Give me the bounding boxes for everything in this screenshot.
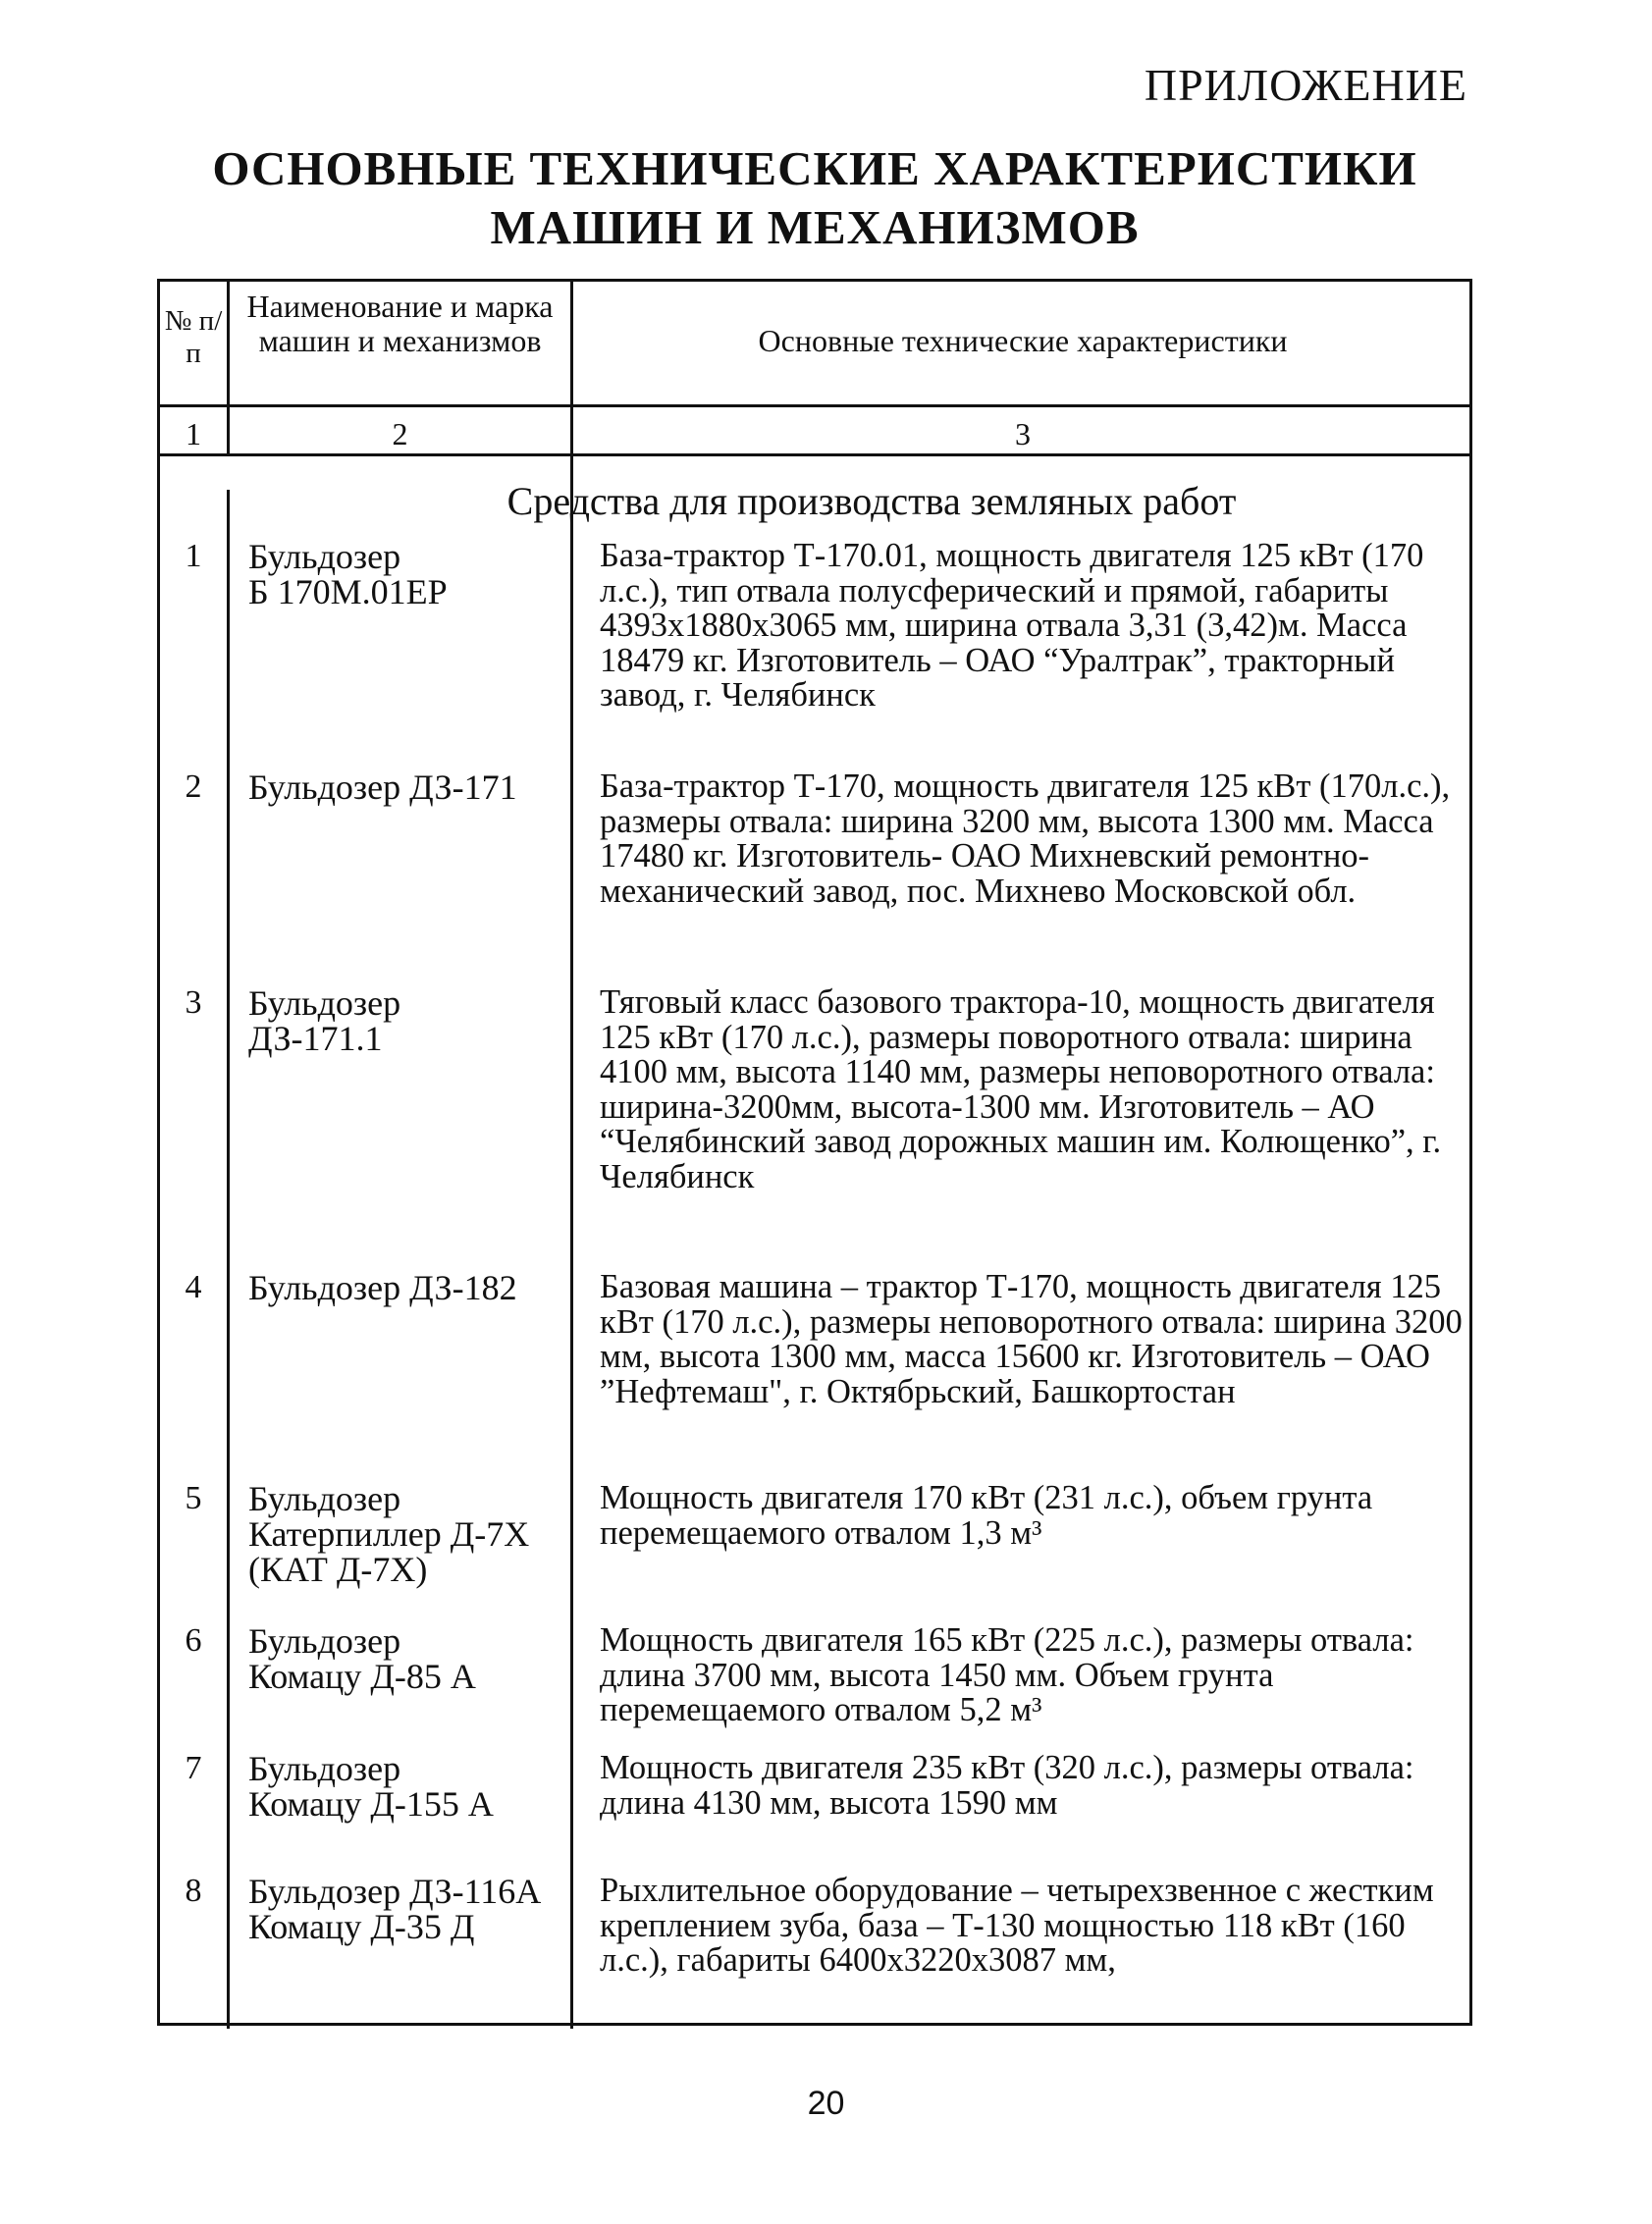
- appendix-label: ПРИЛОЖЕНИЕ: [1144, 60, 1467, 110]
- col-number-3: 3: [1015, 416, 1031, 451]
- row-number: 4: [185, 1269, 202, 1305]
- row-number: 7: [185, 1750, 202, 1786]
- table-body: [160, 539, 1469, 1991]
- row-name: Бульдозер ДЗ-171.1: [248, 983, 401, 1058]
- title-line-2: МАШИН И МЕХАНИЗМОВ: [490, 200, 1140, 254]
- table-row: [160, 1623, 1469, 1751]
- row-name: Бульдозер Комацу Д-155 А: [248, 1749, 494, 1824]
- col-number-2: 2: [392, 416, 408, 451]
- row-number: 6: [185, 1622, 202, 1659]
- row-description: Тяговый класс базового трактора-10, мощность двигателя 125 кВт (170 л.с.), размеры поворотного отвала: ширина 4100 мм, высота 1140 мм, размеры неповоротного отвала: ширина-3200мм, высота-1300 мм. Изготовитель – АО “Челябинский завод дорожных машин им. Колющенко”, г. Челябинск: [600, 983, 1442, 1195]
- row-number: 1: [185, 538, 202, 574]
- header-desc: Основные технические характеристики: [758, 323, 1288, 358]
- table-row: [160, 985, 1469, 1270]
- table-row: [160, 1481, 1469, 1623]
- row-number: 5: [185, 1480, 202, 1516]
- title-line-1: ОСНОВНЫЕ ТЕХНИЧЕСКИЕ ХАРАКТЕРИСТИКИ: [212, 141, 1417, 195]
- row-description: Рыхлительное оборудование – четырехзвенное с жестким креплением зуба, база – Т-130 мощностью 118 кВт (160 л.с.), габариты 6400х3220х3087 мм,: [600, 1872, 1434, 1979]
- row-description: Базовая машина – трактор Т-170, мощность двигателя 125 кВт (170 л.с.), размеры неповоротного отвала: ширина 3200 мм, высота 1300 мм, масса 15600 кг. Изготовитель – ОАО ”Нефтемаш", г. Октябрьский, Башкортостан: [600, 1268, 1463, 1410]
- table-row: [160, 769, 1469, 985]
- row-description: Мощность двигателя 235 кВт (320 л.с.), размеры отвала: длина 4130 мм, высота 1590 мм: [600, 1749, 1414, 1822]
- row-number: 8: [185, 1873, 202, 1909]
- row-name: Бульдозер ДЗ-171: [248, 768, 517, 807]
- page-number: 20: [807, 2085, 845, 2122]
- row-name: Бульдозер ДЗ-182: [248, 1268, 517, 1307]
- row-name: Бульдозер Комацу Д-85 А: [248, 1621, 476, 1696]
- row-description: Мощность двигателя 165 кВт (225 л.с.), размеры отвала: длина 3700 мм, высота 1450 мм. Объем грунта перемещаемого отвалом 5,2 м³: [600, 1621, 1414, 1728]
- table-row: [160, 539, 1469, 769]
- row-name: Бульдозер ДЗ-116А Комацу Д-35 Д: [248, 1872, 542, 1946]
- col-number-1: 1: [186, 416, 201, 451]
- header-name: Наименование и марка машин и механизмов: [246, 289, 554, 358]
- page-title: [157, 139, 1472, 257]
- row-number: 2: [185, 768, 202, 805]
- section-title: Средства для производства земляных работ: [506, 479, 1237, 523]
- table-row: [160, 1270, 1469, 1481]
- row-description: Мощность двигателя 170 кВт (231 л.с.), объем грунта перемещаемого отвалом 1,3 м³: [600, 1479, 1373, 1552]
- header-num: № п/п: [164, 305, 223, 369]
- table-row: [160, 1751, 1469, 1874]
- row-name: Бульдозер Катерпиллер Д-7Х (КАТ Д-7Х): [248, 1479, 530, 1589]
- row-description: База-трактор Т-170.01, мощность двигателя 125 кВт (170 л.с.), тип отвала полусферический и прямой, габариты 4393х1880х3065 мм, ширина отвала 3,31 (3,42)м. Масса 18479 кг. Изготовитель – ОАО “Уралтрак”, тракторный завод, г. Челябинск: [600, 537, 1424, 714]
- table-row: [160, 1874, 1469, 1991]
- row-number: 3: [185, 984, 202, 1021]
- row-name: Бульдозер Б 170М.01ЕР: [248, 537, 448, 611]
- characteristics-table: [157, 279, 1472, 2026]
- row-description: База-трактор Т-170, мощность двигателя 125 кВт (170л.с.), размеры отвала: ширина 3200 мм, высота 1300 мм. Масса 17480 кг. Изготовитель- ОАО Михневский ремонтно-механический завод, пос. Михнево Московской обл.: [600, 768, 1451, 910]
